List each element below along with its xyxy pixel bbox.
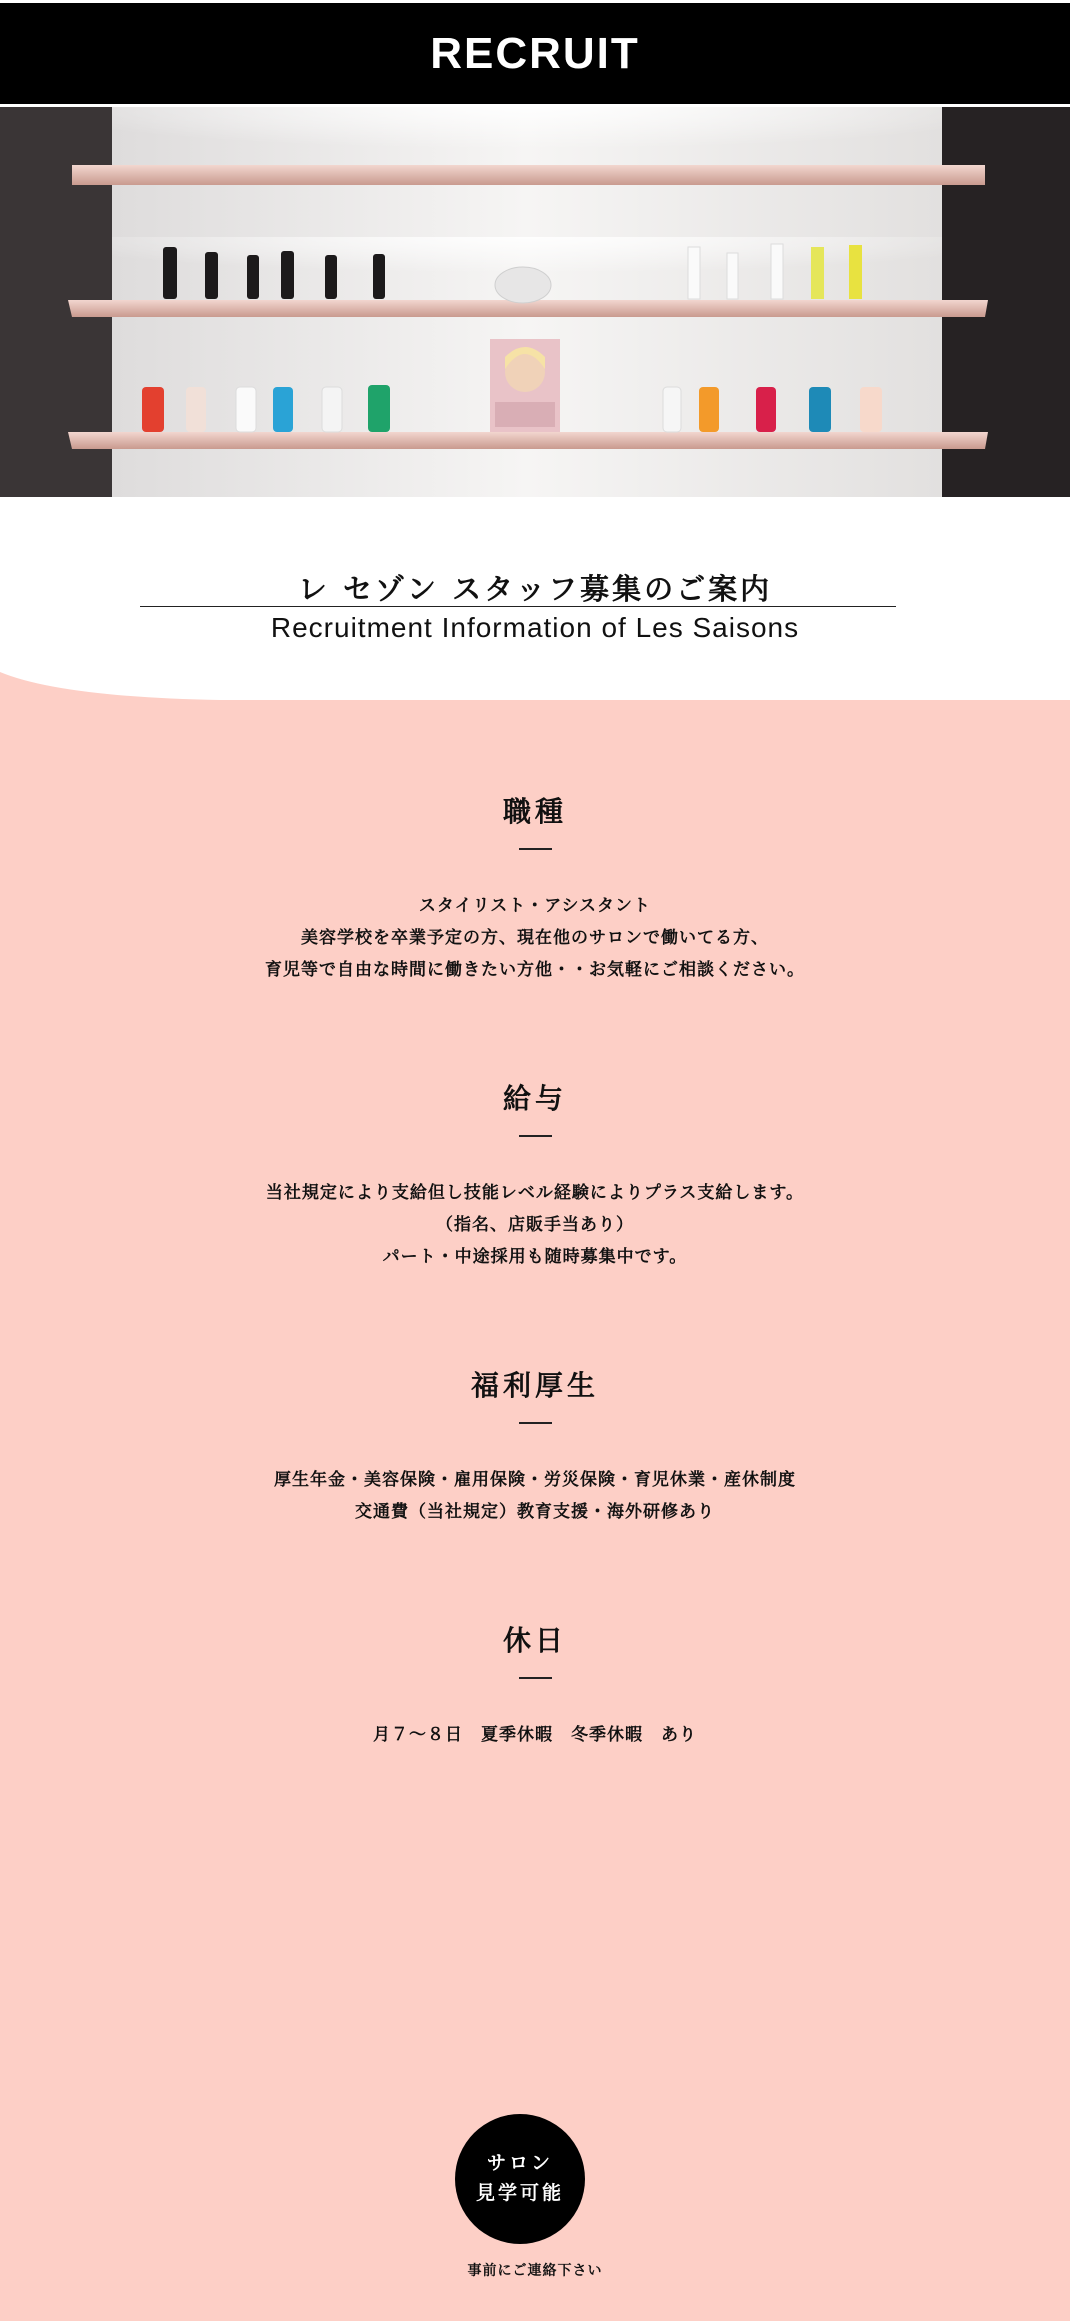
section-title: 給与: [502, 1082, 567, 1115]
section-line: （指名、店販手当あり）: [436, 1215, 634, 1235]
intro-heading-english: Recruitment Information of Les Saisons: [270, 612, 800, 643]
visit-badge-line1: サロン: [486, 2152, 553, 2174]
section-line: 交通費（当社規定）教育支援・海外研修あり: [355, 1502, 715, 1522]
visit-note: 事前にご連絡下さい: [467, 2263, 603, 2279]
section-divider: [519, 1677, 552, 1679]
section-divider: [519, 1135, 552, 1137]
section-line: 厚生年金・美容保険・雇用保険・労災保険・育児休業・産休制度: [274, 1470, 796, 1490]
section-line: 月７〜８日 夏季休暇 冬季休暇 あり: [373, 1725, 697, 1745]
section-title: 休日: [502, 1624, 567, 1657]
section-holidays: [0, 1619, 1070, 1751]
salon-shelf-illustration: [0, 107, 1070, 497]
intro-heading: [0, 497, 1070, 707]
section-body: [0, 1177, 1070, 1273]
salon-visit-badge[interactable]: [455, 2114, 585, 2244]
section-body: [0, 1464, 1070, 1528]
section-divider: [519, 848, 552, 850]
section-title: 職種: [502, 795, 567, 828]
section-divider: [519, 1422, 552, 1424]
section-line: 美容学校を卒業予定の方、現在他のサロンで働いてる方、: [301, 928, 769, 948]
salon-shelf-photo: [0, 107, 1070, 497]
intro-divider: [140, 606, 896, 607]
section-body: [0, 890, 1070, 986]
page-title: RECRUIT: [430, 29, 640, 78]
section-job-type: [0, 790, 1070, 986]
section-body: [0, 1719, 1070, 1751]
section-salary: [0, 1077, 1070, 1273]
section-line: パート・中途採用も随時募集中です。: [382, 1247, 688, 1267]
section-title: 福利厚生: [470, 1369, 599, 1402]
page-header: [0, 0, 1070, 107]
section-line: 当社規定により支給但し技能レベル経験によりプラス支給します。: [265, 1183, 805, 1203]
visit-badge-line2: 見学可能: [475, 2182, 564, 2204]
intro-heading-japanese: レ セゾン スタッフ募集のご案内: [297, 572, 773, 606]
section-benefits: [0, 1364, 1070, 1528]
section-line: 育児等で自由な時間に働きたい方他・・お気軽にご相談ください。: [265, 960, 805, 980]
section-line: スタイリスト・アシスタント: [418, 896, 652, 916]
